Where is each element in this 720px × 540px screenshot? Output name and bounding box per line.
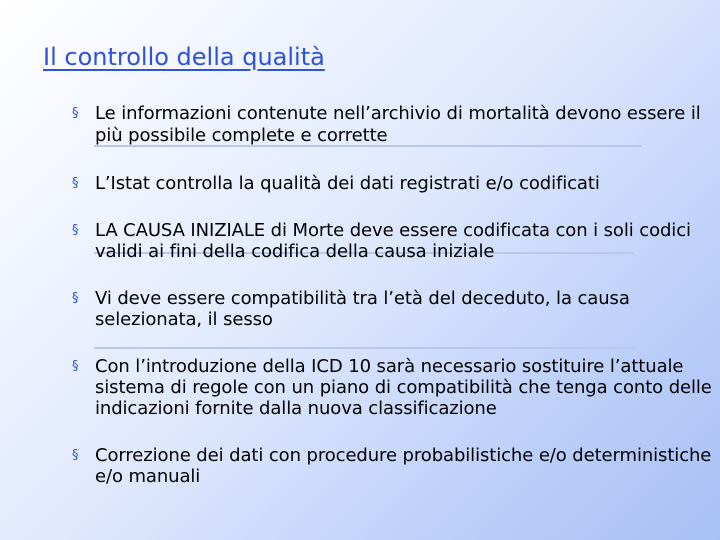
bullet-text: L’Istat controlla la qualità dei dati registrati e/o codificati (95, 173, 600, 194)
bullet-marker-icon: § (72, 359, 79, 374)
bullet-text: LA CAUSA INIZIALE di Morte deve essere codificata con i soli codici validi ai fini della codifica della causa iniziale (95, 220, 691, 262)
bullet-text: Le informazioni contenute nell’archivio di mortalità devono essere il più possibile complete e corrette (95, 103, 701, 146)
bullet-marker-icon: § (72, 291, 79, 306)
bullet-marker-icon: § (72, 223, 79, 238)
bullet-marker-icon: § (72, 106, 79, 121)
bullet-text: Vi deve essere compatibilità tra l’età del deceduto, la causa selezionata, il sesso (95, 288, 630, 330)
bullet-item (72, 288, 712, 330)
bullet-text: Correzione dei dati con procedure probabilistiche e/o deterministiche e/o manuali (95, 445, 712, 487)
bullet-item (72, 103, 712, 147)
bullet-text: Con l’introduzione della ICD 10 sarà necessario sostituire l’attuale sistema di regole con un piano di compatibilità che tenga conto delle indicazioni fornite dalla nuova classificazione (95, 356, 712, 419)
bullet-item (72, 445, 712, 487)
slide-title: Il controllo della qualità (43, 43, 325, 71)
bullet-item (72, 356, 712, 419)
bullet-item (72, 220, 712, 262)
bullet-item (72, 173, 712, 194)
bullet-list (72, 103, 712, 487)
bullet-marker-icon: § (72, 176, 79, 191)
bullet-marker-icon: § (72, 448, 79, 463)
